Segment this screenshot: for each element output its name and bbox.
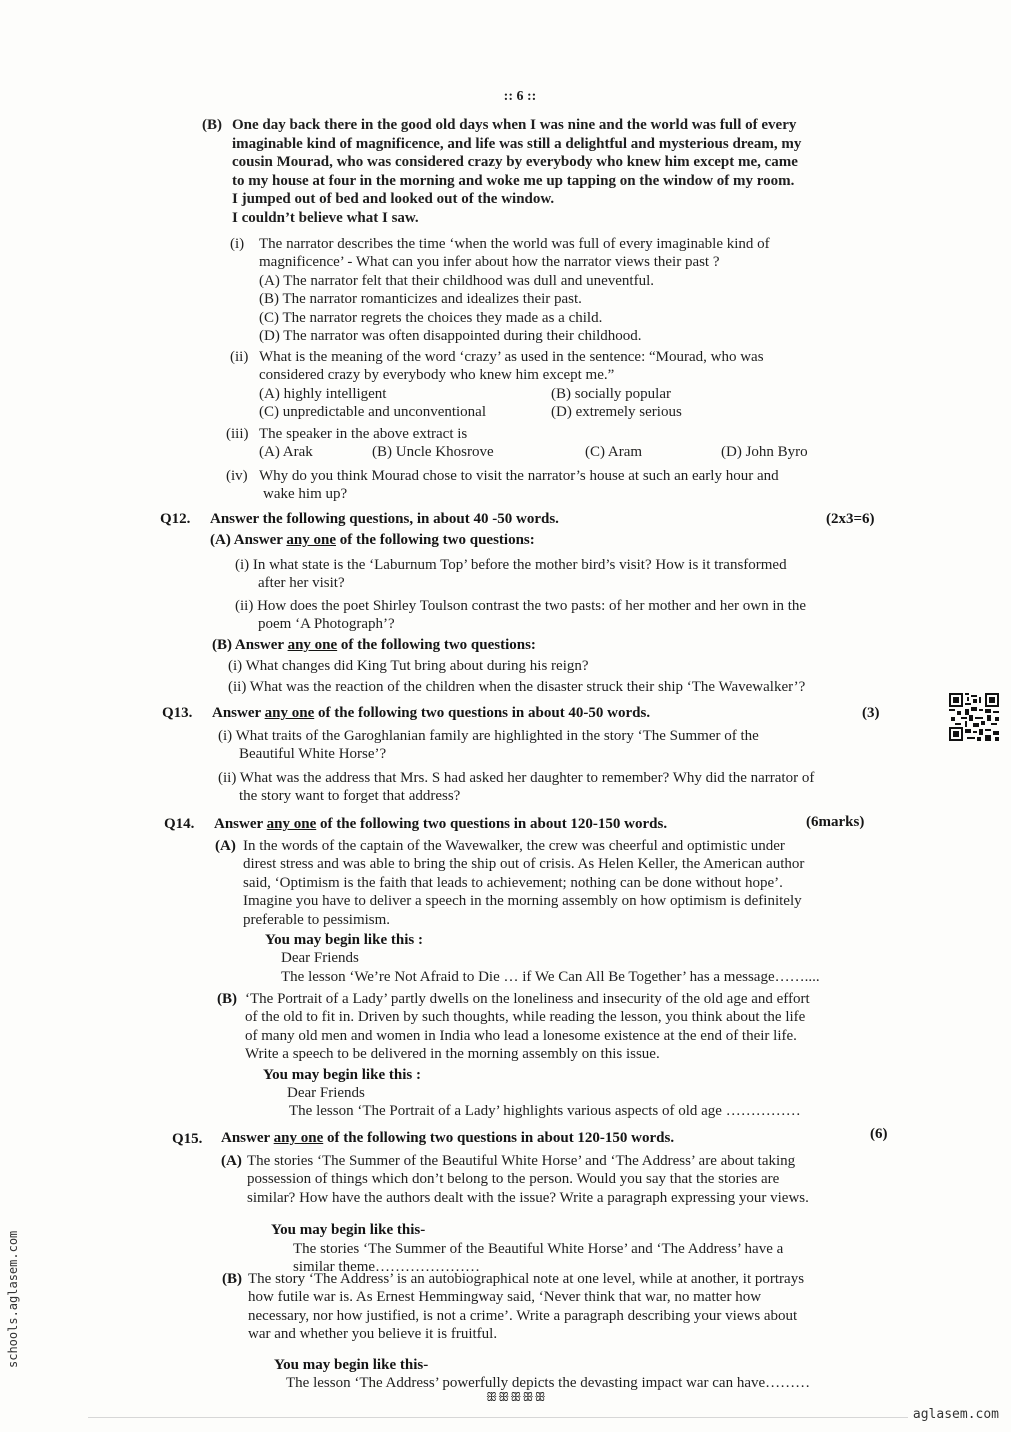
question-line: war and whether you believe it is fruitful. <box>248 1326 498 1343</box>
end-mark: ꕥꕥꕥꕥꕥ <box>486 1390 547 1404</box>
question-line: similar? How have the authors dealt with the issue? Write a paragraph expressing your views. <box>247 1189 809 1206</box>
question-line: said, ‘Optimism is the faith that leads to achievement; nothing can be done without hope’. <box>243 874 783 891</box>
q12-label: Q12. <box>160 511 191 527</box>
question-line: Imagine you have to deliver a speech in the morning assembly on how optimism is definitely <box>243 893 802 910</box>
passage-b <box>202 116 872 228</box>
passage-line: cousin Mourad, who was considered crazy by everybody who knew him except me, came <box>232 154 798 171</box>
mcq-iv <box>226 467 866 504</box>
page-number: :: 6 :: <box>503 89 537 104</box>
mcq-text: magnificence’ - What can you infer about how the narrator views their past ? <box>259 254 720 271</box>
starter-line: similar theme………………… <box>293 1259 481 1276</box>
question-line: (i) What traits of the Garoghlanian family are highlighted in the story ‘The Summer of the <box>218 728 759 744</box>
question-line: (ii) What was the reaction of the children when the disaster struck their ship ‘The Wavewalker’? <box>228 679 806 696</box>
question-line: necessary, nor how justified, is not a crime’. Write a paragraph describing your views about <box>248 1307 798 1324</box>
question-line: preferable to pessimism. <box>243 911 391 928</box>
question-line: poem ‘A Photograph’? <box>258 616 395 633</box>
q15-title: Answer any one of the following two questions in about 120-150 words. <box>221 1130 675 1146</box>
q14-option-a <box>215 837 895 986</box>
question-line: Beautiful White Horse’? <box>239 746 387 763</box>
question-line: (ii) What was the address that Mrs. S had asked her daughter to remember? Why did the narrator of <box>218 769 815 786</box>
q12-marks: (2x3=6) <box>826 511 875 527</box>
passage-line: I couldn’t believe what I saw. <box>232 209 419 226</box>
mcq-option: (B) The narrator romanticizes and idealizes their past. <box>259 291 582 308</box>
begin-prompt: You may begin like this : <box>265 932 423 949</box>
question-line: (ii) How does the poet Shirley Toulson contrast the two pasts: of her mother and her own in the <box>235 597 807 614</box>
question-line: of the old to fit in. Driven by such thoughts, while reading the lesson, you think about the life <box>245 1009 806 1026</box>
q15-option-b <box>222 1270 902 1392</box>
salutation: Dear Friends <box>281 950 359 967</box>
q12-part-a-heading: (A) Answer any one of the following two questions: <box>210 532 535 548</box>
question-line: (i) What changes did King Tut bring about during his reign? <box>228 658 589 674</box>
q15-marks: (6) <box>870 1126 888 1142</box>
q14-title: Answer any one of the following two questions in about 120-150 words. <box>214 816 668 832</box>
mcq-text: What is the meaning of the word ‘crazy’ as used in the sentence: “Mourad, who was <box>259 349 764 365</box>
q12-b-items <box>228 657 888 697</box>
mcq-option: (C) The narrator regrets the choices they made as a child. <box>259 309 603 326</box>
starter-line: The lesson ‘The Portrait of a Lady’ highlights various aspects of old age …………… <box>289 1103 801 1120</box>
footer-divider <box>88 1417 908 1418</box>
question-line: The stories ‘The Summer of the Beautiful White Horse’ and ‘The Address’ are about taking <box>247 1153 796 1169</box>
option-label: (B) <box>217 991 237 1007</box>
starter-line: The lesson ‘The Address’ powerfully depicts the devasting impact war can have……… <box>286 1375 811 1392</box>
passage-line: to my house at four in the morning and woke me up tapping on the window of my room. <box>232 172 795 189</box>
question-line: (i) In what state is the ‘Laburnum Top’ before the mother bird’s visit? How is it transformed <box>235 557 787 573</box>
mcq-option: (D) The narrator was often disappointed during their childhood. <box>259 328 642 345</box>
side-watermark: schools.aglasem.com <box>6 1230 20 1368</box>
question-line: possession of things which don’t belong to the person. Would you say that the stories are <box>247 1171 780 1188</box>
option-label: (A) <box>221 1153 242 1169</box>
mcq-option: (B) Uncle Khosrove <box>372 444 494 461</box>
question-line: how futile war is. As Ernest Hemmingway said, ‘Never think that war, no matter how <box>248 1289 762 1306</box>
question-line: direst stress and was able to bring the ship out of crisis. As Helen Keller, the American author <box>243 856 805 873</box>
salutation: Dear Friends <box>287 1085 365 1102</box>
mcq-option: (C) unpredictable and unconventional <box>259 404 487 421</box>
passage-label: (B) <box>202 117 222 133</box>
mcq-option: (B) socially popular <box>551 385 671 402</box>
mcq-text: wake him up? <box>263 486 348 503</box>
option-label: (A) <box>215 838 236 854</box>
question-line: In the words of the captain of the Wavewalker, the crew was cheerful and optimistic under <box>243 838 785 854</box>
mcq-number: (iv) <box>226 468 248 484</box>
passage-line: imaginable kind of magnificence, and life was still a delightful and mysterious dream, my <box>232 135 802 152</box>
q15-option-a <box>221 1152 901 1276</box>
mcq-option: (A) The narrator felt that their childhood was dull and uneventful. <box>259 272 655 289</box>
q14-label: Q14. <box>164 816 195 832</box>
starter-line: The stories ‘The Summer of the Beautiful White Horse’ and ‘The Address’ have a <box>293 1240 784 1257</box>
mcq-ii <box>230 348 870 422</box>
q13-marks: (3) <box>862 705 880 721</box>
q12-a-items <box>235 556 875 634</box>
mcq-text: Why do you think Mourad chose to visit the narrator’s house at such an early hour and <box>259 468 779 484</box>
question-line: Write a speech to be delivered in the morning assembly on this issue. <box>245 1046 660 1063</box>
qr-code-icon <box>949 693 999 741</box>
footer-watermark: aglasem.com <box>912 1407 999 1422</box>
question-line: the story want to forget that address? <box>239 788 461 805</box>
mcq-number: (iii) <box>226 426 249 442</box>
question-line: after her visit? <box>258 575 345 592</box>
mcq-text: The narrator describes the time ‘when the world was full of every imaginable kind of <box>259 236 770 252</box>
q12-title: Answer the following questions, in about 40 -50 words. <box>210 511 559 527</box>
mcq-number: (i) <box>230 236 245 252</box>
passage-line: I jumped out of bed and looked out of the window. <box>232 191 555 208</box>
begin-prompt: You may begin like this- <box>274 1356 429 1373</box>
passage-line: One day back there in the good old days when I was nine and the world was full of every <box>232 117 797 133</box>
begin-prompt: You may begin like this : <box>263 1066 421 1083</box>
q14-marks: (6marks) <box>806 814 865 830</box>
q13-label: Q13. <box>162 705 193 721</box>
mcq-text: considered crazy by everybody who knew him except me.” <box>259 367 615 384</box>
q15-label: Q15. <box>172 1131 203 1147</box>
mcq-i <box>230 235 870 345</box>
mcq-number: (ii) <box>230 349 249 365</box>
question-line: of many old men and women in India who lead a lonesome existence at the end of their life. <box>245 1027 797 1044</box>
mcq-option: (A) Arak <box>259 444 313 461</box>
q14-option-b <box>217 990 897 1121</box>
q13-items <box>218 727 888 806</box>
mcq-option: (A) highly intelligent <box>259 385 387 402</box>
q12-part-b-heading: (B) Answer any one of the following two questions: <box>212 637 536 653</box>
question-line: ‘The Portrait of a Lady’ partly dwells on the loneliness and insecurity of the old age and effort <box>245 991 810 1007</box>
mcq-iii <box>226 425 866 462</box>
mcq-option: (D) extremely serious <box>551 404 682 421</box>
mcq-text: The speaker in the above extract is <box>259 426 468 442</box>
mcq-option: (C) Aram <box>585 444 643 461</box>
question-line: The story ‘The Address’ is an autobiographical note at one level, while at another, it portrays <box>248 1271 805 1287</box>
q13-title: Answer any one of the following two questions in about 40-50 words. <box>212 705 651 721</box>
starter-line: The lesson ‘We’re Not Afraid to Die … if We Can All Be Together’ has a message…….... <box>281 968 820 985</box>
mcq-option: (D) John Byro <box>721 444 808 461</box>
option-label: (B) <box>222 1271 242 1287</box>
begin-prompt: You may begin like this- <box>271 1222 426 1239</box>
